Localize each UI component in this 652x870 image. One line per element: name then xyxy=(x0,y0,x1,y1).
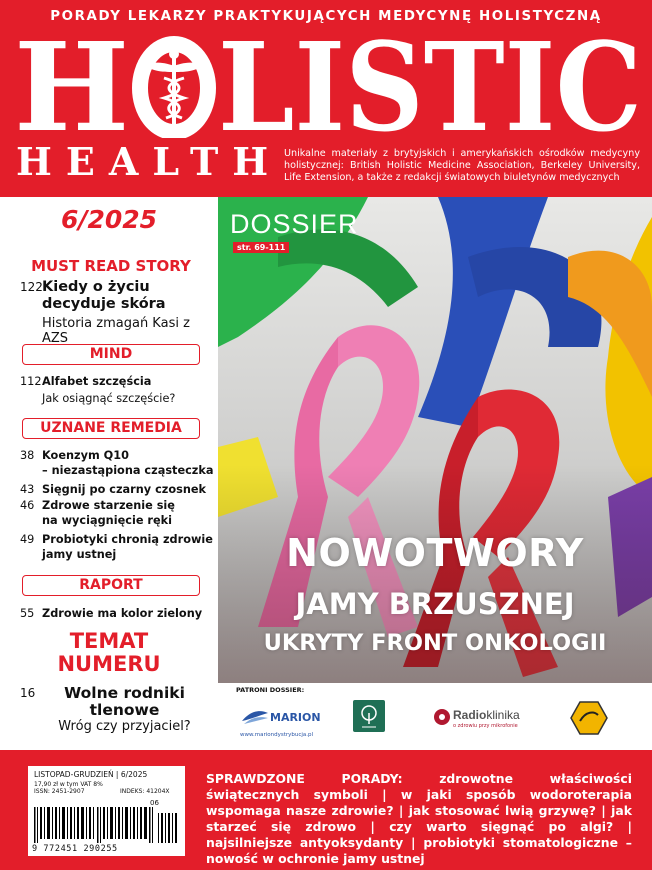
entry-raport xyxy=(20,606,215,621)
barcode-addon: 06 xyxy=(150,799,159,807)
masthead-header xyxy=(0,0,652,197)
marion-url: www.mariondystrybucja.pl xyxy=(240,732,314,738)
barcode-icon xyxy=(34,807,179,843)
marion-logo xyxy=(240,703,330,743)
entry-remedia-1 xyxy=(20,448,215,478)
title-letter-h: H xyxy=(14,26,130,138)
section-mind: MIND xyxy=(22,344,200,365)
radioklinika-icon xyxy=(433,708,451,726)
section-uznane-remedia: UZNANE REMEDIA xyxy=(22,418,200,439)
entry-remedia-2 xyxy=(20,482,215,497)
entry-page: 49 xyxy=(20,533,35,546)
teaser-text xyxy=(206,771,632,867)
entry-title-line2: tlenowe xyxy=(89,701,160,719)
contents-column xyxy=(0,197,218,750)
dossier-photo xyxy=(218,197,652,683)
entry-subtitle: Jak osiągnąć szczęście? xyxy=(42,392,176,405)
entry-subtitle: Wróg czy przyjaciel? xyxy=(58,719,191,734)
section-must-read: MUST READ STORY xyxy=(31,257,191,275)
entry-title: Alfabet szczęścia xyxy=(42,375,152,388)
entry-title-line2: na wyciągnięcie ręki xyxy=(42,514,173,527)
subtitle-health: HEALTH xyxy=(16,139,283,184)
marion-name: MARION xyxy=(270,711,321,724)
entry-page: 112 xyxy=(20,375,42,388)
hexagon-logo-icon xyxy=(570,701,608,735)
entry-title-line2: decyduje skóra xyxy=(42,296,166,312)
patrons-label: PATRONI DOSSIER: xyxy=(236,686,305,694)
entry-title-line1: Probiotyki chronią zdrowie xyxy=(42,533,213,546)
title-letters-listic: LISTIC xyxy=(218,26,642,138)
entry-page: 46 xyxy=(20,499,35,512)
issn: ISSN: 2451-2907 xyxy=(34,788,85,795)
intro-text: Unikalne materiały z brytyjskich i amerykańskich ośrodków medycyny holistycznej: British Holistic Medicine Association, Berkeley University, Life Extension, a także z redakcji światowych biuletynów medycznych xyxy=(284,148,640,183)
footer-band xyxy=(0,750,652,870)
entry-mind xyxy=(20,374,215,406)
entry-must-read xyxy=(20,279,215,346)
entry-page: 122 xyxy=(20,280,43,294)
entry-temat-numeru xyxy=(20,685,215,734)
teaser-lead: SPRAWDZONE PORADY: xyxy=(206,771,403,786)
entry-title-line1: Wolne rodniki xyxy=(64,684,185,702)
tagline: PORADY LEKARZY PRAKTYKUJĄCYCH MEDYCYNĘ HOLISTYCZNĄ xyxy=(50,9,602,24)
entry-page: 43 xyxy=(20,483,35,496)
radioklinika-logo xyxy=(433,708,533,738)
dossier-patrons xyxy=(218,683,652,750)
dossier-headline-3: UKRYTY FRONT ONKOLOGII xyxy=(263,630,607,656)
teaser-body: zdrowotne właściwości świątecznych symboli | w jaki sposób wodoroterapia wspomaga nasze zdrowie? | jak stosować lwią grzywę? | jak starzeć się zdrowo | czy warto sięgnąć po algi? | najsilniejsze antyoksydanty | probiotyki stomatologiczne – nowość w ochronie jamy ustnej xyxy=(206,771,632,866)
entry-subtitle: Historia zmagań Kasi z AZS xyxy=(42,316,190,346)
entry-title-line1: Koenzym Q10 xyxy=(42,449,129,462)
entry-remedia-3 xyxy=(20,498,215,528)
index-number: INDEKS: 41204X xyxy=(120,788,170,795)
dossier-pages-badge: str. 69-111 xyxy=(233,242,289,253)
dossier-label: DOSSIER xyxy=(230,209,359,239)
issue-period: LISTOPAD-GRUDZIEŃ | 6/2025 xyxy=(34,770,148,779)
temat-label-line2: NUMERU xyxy=(57,652,161,676)
entry-title-line1: Zdrowe starzenie się xyxy=(42,499,175,512)
entry-title-line1: Kiedy o życiu xyxy=(42,279,150,295)
entry-title-line1: Sięgnij po czarny czosnek xyxy=(42,483,207,496)
temat-label-line1: TEMAT xyxy=(69,629,149,653)
magazine-title xyxy=(14,26,644,138)
entry-title: Zdrowie ma kolor zielony xyxy=(42,607,203,620)
dossier-headline-2: JAMY BRZUSZNEJ xyxy=(295,587,575,621)
section-raport: RAPORT xyxy=(22,575,200,596)
marion-wing-icon xyxy=(240,707,270,727)
section-temat-numeru xyxy=(0,630,218,676)
tree-logo-icon xyxy=(353,700,385,732)
entry-title-line2: – niezastąpiona cząsteczka xyxy=(42,464,214,477)
barcode-box xyxy=(28,766,185,856)
caduceus-icon xyxy=(138,44,210,132)
issue-number: 6/2025 xyxy=(60,205,158,234)
entry-remedia-4 xyxy=(20,532,215,562)
radioklinika-name: Radioklinika xyxy=(453,708,520,722)
entry-title-line2: jamy ustnej xyxy=(42,548,117,561)
entry-page: 55 xyxy=(20,607,35,620)
price: 17,90 zł w tym VAT 8% xyxy=(34,781,103,788)
entry-page: 16 xyxy=(20,686,36,700)
title-logo xyxy=(14,26,644,138)
radioklinika-tagline: o zdrowiu przy mikrofonie xyxy=(453,723,518,729)
entry-page: 38 xyxy=(20,449,35,462)
dossier-headline-1: NOWOTWORY xyxy=(286,531,584,575)
barcode-digits: 9 772451 290255 xyxy=(32,844,118,854)
